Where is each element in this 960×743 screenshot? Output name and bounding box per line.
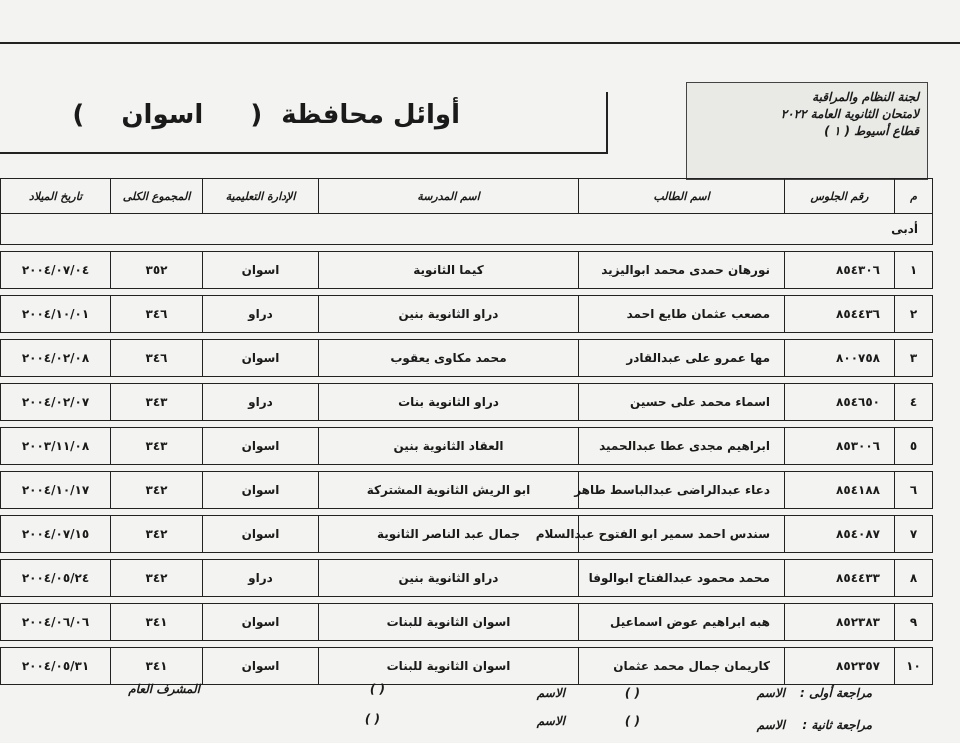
cell-birth-date: ٢٠٠٤/٠٥/٢٤ — [1, 560, 111, 597]
row-separator — [1, 509, 933, 516]
review-1-paren: ( ) — [624, 686, 640, 700]
title-close-paren: ) — [72, 100, 85, 130]
cell-num: ١ — [895, 252, 933, 289]
page-title — [20, 100, 460, 130]
row-separator-cell — [1, 377, 933, 384]
title-open-paren: ( — [250, 100, 263, 130]
cell-admin: اسوان — [203, 516, 319, 553]
cell-school: العقاد الثانوية بنين — [319, 428, 579, 465]
table-row — [1, 296, 933, 333]
cell-student-name: كاريمان جمال محمد عثمان — [579, 648, 785, 685]
table-row — [1, 340, 933, 377]
cell-total: ٣٤٦ — [111, 340, 203, 377]
row-separator — [1, 553, 933, 560]
table-row — [1, 428, 933, 465]
cell-seat-number: ٨٥٤٤٣٦ — [785, 296, 895, 333]
cell-student-name: سندس احمد سمير ابو الفتوح عبدالسلام — [579, 516, 785, 553]
cell-student-name: ابراهيم مجدى عطا عبدالحميد — [579, 428, 785, 465]
cell-total: ٣٤٢ — [111, 516, 203, 553]
committee-line-2: لامتحان الثانوية العامة ٢٠٢٢ — [780, 107, 919, 121]
table-header-row — [1, 179, 933, 214]
cell-school: دراو الثانوية بنات — [319, 384, 579, 421]
row-separator — [1, 289, 933, 296]
cell-seat-number: ٨٥٤٦٥٠ — [785, 384, 895, 421]
cell-num: ٨ — [895, 560, 933, 597]
review-2-name2-label: الاسم — [536, 714, 565, 728]
row-separator-cell — [1, 641, 933, 648]
cell-admin: اسوان — [203, 648, 319, 685]
header-admin: الإدارة التعليمية — [203, 179, 319, 214]
cell-seat-number: ٨٥٤٤٣٣ — [785, 560, 895, 597]
header-total: المجموع الكلى — [111, 179, 203, 214]
row-separator — [1, 333, 933, 340]
cell-num: ٥ — [895, 428, 933, 465]
title-main: أوائل محافظة — [281, 100, 460, 130]
cell-birth-date: ٢٠٠٤/١٠/١٧ — [1, 472, 111, 509]
cell-num: ٣ — [895, 340, 933, 377]
cell-seat-number: ٨٥٤٣٠٦ — [785, 252, 895, 289]
committee-line-3: قطاع أسيوط ( ١ ) — [824, 124, 919, 138]
cell-admin: دراو — [203, 296, 319, 333]
cell-total: ٣٤٢ — [111, 560, 203, 597]
row-separator — [1, 377, 933, 384]
table-row — [1, 384, 933, 421]
cell-seat-number: ٨٥٢٣٥٧ — [785, 648, 895, 685]
review-1-name2-label: الاسم — [536, 686, 565, 700]
cell-school: كيما الثانوية — [319, 252, 579, 289]
cell-total: ٣٤٣ — [111, 384, 203, 421]
cell-total: ٣٤١ — [111, 604, 203, 641]
review-2-label: مراجعة ثانية : — [802, 718, 872, 732]
cell-birth-date: ٢٠٠٤/٠٧/٠٤ — [1, 252, 111, 289]
cell-admin: دراو — [203, 560, 319, 597]
cell-school: جمال عبد الناصر الثانوية — [319, 516, 579, 553]
cell-school: دراو الثانوية بنين — [319, 560, 579, 597]
cell-birth-date: ٢٠٠٣/١١/٠٨ — [1, 428, 111, 465]
cell-school: ابو الريش الثانوية المشتركة — [319, 472, 579, 509]
cell-seat-number: ٨٥٤٠٨٧ — [785, 516, 895, 553]
row-separator — [1, 641, 933, 648]
table-row — [1, 472, 933, 509]
cell-admin: اسوان — [203, 472, 319, 509]
review-1-name-label: الاسم — [756, 686, 785, 700]
cell-total: ٣٤٢ — [111, 472, 203, 509]
cell-student-name: مصعب عثمان طايع احمد — [579, 296, 785, 333]
cell-student-name: هبه ابراهيم عوض اسماعيل — [579, 604, 785, 641]
row-separator-cell — [1, 509, 933, 516]
cell-birth-date: ٢٠٠٤/٠٦/٠٦ — [1, 604, 111, 641]
cell-total: ٣٥٢ — [111, 252, 203, 289]
cell-total: ٣٤٦ — [111, 296, 203, 333]
cell-school: اسوان الثانوية للبنات — [319, 648, 579, 685]
cell-seat-number: ٨٥٣٠٠٦ — [785, 428, 895, 465]
cell-num: ٦ — [895, 472, 933, 509]
row-separator-cell — [1, 465, 933, 472]
review-2-name-label: الاسم — [756, 718, 785, 732]
table-row — [1, 604, 933, 641]
cell-admin: اسوان — [203, 428, 319, 465]
row-separator — [1, 421, 933, 428]
cell-num: ٢ — [895, 296, 933, 333]
cell-total: ٣٤٣ — [111, 428, 203, 465]
cell-student-name: نورهان حمدى محمد ابواليزيد — [579, 252, 785, 289]
region-row — [1, 214, 933, 245]
cell-admin: دراو — [203, 384, 319, 421]
cell-birth-date: ٢٠٠٤/١٠/٠١ — [1, 296, 111, 333]
row-separator-cell — [1, 289, 933, 296]
header-birth: تاريخ الميلاد — [1, 179, 111, 214]
row-separator-cell — [1, 597, 933, 604]
review-2-paren: ( ) — [624, 714, 640, 728]
cell-admin: اسوان — [203, 604, 319, 641]
row-separator-cell — [1, 421, 933, 428]
review-2-paren2: ( ) — [364, 712, 380, 726]
cell-birth-date: ٢٠٠٤/٠٧/١٥ — [1, 516, 111, 553]
cell-num: ٧ — [895, 516, 933, 553]
cell-num: ٤ — [895, 384, 933, 421]
cell-num: ١٠ — [895, 648, 933, 685]
table-row — [1, 252, 933, 289]
cell-birth-date: ٢٠٠٤/٠٥/٣١ — [1, 648, 111, 685]
cell-seat-number: ٨٠٠٧٥٨ — [785, 340, 895, 377]
top-border-line — [0, 42, 960, 44]
supervisor-label: المشرف العام — [128, 682, 200, 696]
row-separator-cell — [1, 553, 933, 560]
row-separator — [1, 465, 933, 472]
region-label: أدبى — [1, 214, 933, 245]
cell-seat-number: ٨٥٤١٨٨ — [785, 472, 895, 509]
row-separator — [1, 597, 933, 604]
table-row — [1, 516, 933, 553]
title-governorate: اسوان — [121, 100, 204, 130]
committee-box — [686, 82, 928, 180]
top-students-table — [0, 178, 933, 685]
cell-school: اسوان الثانوية للبنات — [319, 604, 579, 641]
cell-admin: اسوان — [203, 252, 319, 289]
committee-line-1: لجنة النظام والمراقبة — [812, 90, 919, 104]
table-row — [1, 648, 933, 685]
header-school: اسم المدرسة — [319, 179, 579, 214]
cell-student-name: اسماء محمد على حسين — [579, 384, 785, 421]
row-separator-cell — [1, 333, 933, 340]
cell-num: ٩ — [895, 604, 933, 641]
cell-birth-date: ٢٠٠٤/٠٢/٠٧ — [1, 384, 111, 421]
cell-admin: اسوان — [203, 340, 319, 377]
review-1-paren2: ( ) — [369, 682, 385, 696]
row-separator — [1, 245, 933, 252]
header-name: اسم الطالب — [579, 179, 785, 214]
table-row — [1, 560, 933, 597]
cell-student-name: مها عمرو على عبدالقادر — [579, 340, 785, 377]
cell-total: ٣٤١ — [111, 648, 203, 685]
cell-student-name: محمد محمود عبدالفتاح ابوالوفا — [579, 560, 785, 597]
cell-seat-number: ٨٥٢٣٨٣ — [785, 604, 895, 641]
row-separator-cell — [1, 245, 933, 252]
review-1-label: مراجعة أولى : — [800, 686, 872, 700]
cell-birth-date: ٢٠٠٤/٠٢/٠٨ — [1, 340, 111, 377]
header-seat: رقم الجلوس — [785, 179, 895, 214]
cell-student-name: دعاء عبدالراضى عبدالباسط طاهر — [579, 472, 785, 509]
cell-school: دراو الثانوية بنين — [319, 296, 579, 333]
cell-school: محمد مكاوى يعقوب — [319, 340, 579, 377]
header-num: م — [895, 179, 933, 214]
